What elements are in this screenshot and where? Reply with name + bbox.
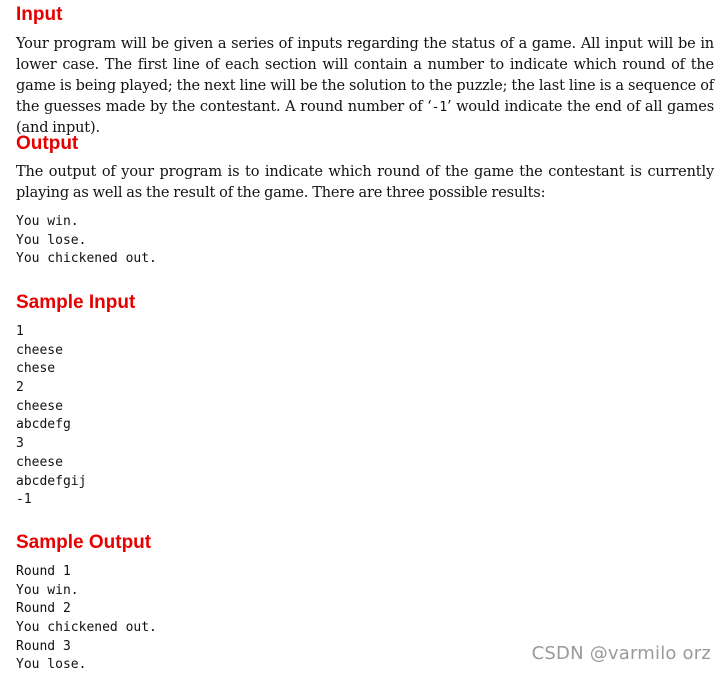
sample-output-line: You chickened out. [16, 620, 157, 636]
sample-input-line: cheese [16, 342, 63, 358]
sample-input-line: 1 [16, 324, 24, 339]
sample-input-line: chese [16, 361, 56, 377]
sample-output-line: Round 3 [16, 638, 71, 654]
possible-results-list [16, 213, 157, 269]
output-heading: Output [16, 133, 79, 154]
sample-input-block [16, 323, 86, 510]
input-description-text: Your program will be given a series of inputs regarding the status of a game. All input will be in lower case. The first line of each section will contain a number to indicate which round of the game is being played; the next line will be the solution to the puzzle; the last line is a sequence of the guesses made by the contestant. A round number of ‘ [16, 36, 714, 115]
sample-output-heading: Sample Output [16, 532, 152, 553]
sample-output-line: You win. [16, 582, 79, 598]
sample-input-line: cheese [16, 398, 63, 414]
result-line: You win. [16, 214, 79, 229]
sample-output-line: Round 1 [16, 564, 71, 579]
input-description-tail: ’ would indicate the end of all games (and input). [16, 99, 714, 136]
input-heading: Input [16, 4, 63, 25]
sample-output-block [16, 563, 157, 675]
sample-input-line: -1 [16, 492, 32, 508]
sample-input-line: abcdefgij [16, 473, 87, 489]
sample-input-heading: Sample Input [16, 292, 136, 313]
csdn-watermark: CSDN @varmilo orz [531, 643, 711, 664]
sample-output-line: You lose. [16, 657, 87, 673]
input-description [16, 34, 714, 139]
sample-output-line: Round 2 [16, 601, 71, 617]
output-description: The output of your program is to indicate which round of the game the contestant is currently playing as well as the result of the game. There are three possible results: [16, 164, 714, 201]
sample-input-line: 2 [16, 380, 24, 396]
sample-input-line: 3 [16, 436, 24, 452]
sample-input-line: cheese [16, 454, 63, 470]
result-line: You lose. [16, 232, 87, 248]
sample-input-line: abcdefg [16, 417, 71, 433]
result-line: You chickened out. [16, 251, 157, 267]
end-marker-code: -1 [431, 100, 448, 115]
